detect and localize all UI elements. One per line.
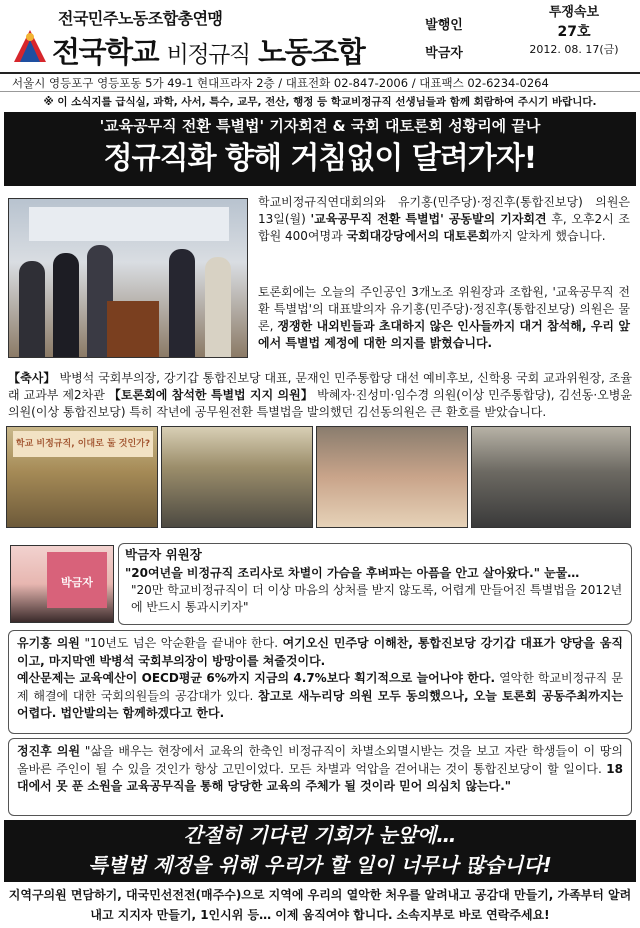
yoo-quote-box [8, 630, 632, 734]
call-to-action: 지역구의원 면담하기, 대국민선전전(매주수)으로 지역에 우리의 열악한 처우를 알려내고 공감대 만들기, 가족부터 알려내고 지지자 만들기, 1인시위 등… 이제 움직여야 합니다. 소속지부로 바로 연락주세요! [8, 888, 632, 922]
address-line: 서울시 영등포구 영등포동 5가 49-1 현대프라자 2층 / 대표전화 02-847-2006 / 대표팩스 02-6234-0264 [0, 72, 640, 92]
forum-participants-photo [316, 426, 468, 528]
photo-podium [107, 301, 159, 357]
chairperson-quote-1: "20여년을 비정규직 조리사로 차별이 가슴을 후벼파는 아픔을 안고 살아왔다." 눈물… [125, 566, 580, 580]
photo-backdrop [29, 207, 229, 241]
headline-main: 정규직화 향해 거침없이 달려가자! [103, 141, 537, 176]
intro-paragraph-1: 학교비정규직연대회의와 유기홍(민주당)·정진후(통합진보당) 의원은 13일(월) '교육공무직 전환 특별법' 공동발의 기자회견 후, 오후2시 조합원 400여명과 국회대강당에서의 대토론회까지 알차게 했습니다. [258, 195, 630, 243]
union-name: 전국학교 비정규직 노동조합 [52, 35, 365, 69]
headline-sub: '교육공무직 전환 특별법' 기자회견 & 국회 대토론회 성황리에 끝나 [99, 117, 541, 135]
yoo-name: 유기홍 의원 [17, 636, 80, 650]
press-conference-photo [8, 198, 248, 358]
photo-person [53, 253, 79, 357]
forum-stage-photo [6, 426, 158, 528]
jung-quote-box [8, 738, 632, 816]
yoo-quote: 유기홍 의원 "10년도 넘은 악순환을 끝내야 한다. 여기오신 민주당 이해찬, 통합진보당 강기갑 대표가 양당을 움직이고, 마지막엔 박병석 국회부의장이 방망이를 쳐줄것이다. 예산문제는 교육예산이 OECD평균 6%까지 지금의 4.7%보다 획기적으로 늘어나야 한다. 열악한 학교비정규직 문제 해결에 대한 국회의원들의 공감대가 있다. 참고로 새누리당 의원 모두 동의했으나, 오늘 토론회 공동주최까지는 어렵다. 법안발의는 함께하겠다고 한다. [17, 636, 624, 720]
bottom-line-2: 특별법 제정을 위해 우리가 할 일이 너무나 많습니다! [88, 853, 552, 877]
bulletin-type: 투쟁속보 [548, 5, 600, 20]
chairperson-quote-box [118, 543, 632, 625]
chairperson-quote-2: "20만 학교비정규직이 더 이상 마음의 상처를 받지 않도록, 어렵게 만들어진 특별법을 2012년에 반드시 통과시키자" [131, 583, 623, 614]
jung-quote: 정진후 의원 "삶을 배우는 현장에서 교육의 한축인 비정규직이 차별소외멸시받는 것을 보고 자란 학생들이 이 땅의 올바른 주인이 될 수 있을 것인가 항상 고민이었다. 모든 차별과 억압을 걷어내는 것이 통합진보당이 할 일이다. 18대에서 못 푼 소원을 교육공무직을 통해 당당한 교육의 주체가 될 것이라 믿어 의심치 않는다." [17, 744, 623, 793]
publisher: 발행인 박금자 [425, 18, 463, 61]
issue-info [512, 4, 636, 58]
forum-banner-text: 학교 비정규직, 이대로 둘 것인가? [13, 431, 153, 457]
photo-person [19, 261, 45, 357]
circulation-notice: ※ 이 소식지를 급식실, 과학, 사서, 특수, 교무, 전산, 행정 등 학교비정규직 선생님들과 함께 회람하여 주시기 바랍니다. [43, 96, 597, 108]
forum-audience-photo [161, 426, 313, 528]
congratulatory-paragraph: 【축사】 박병석 국회부의장, 강기갑 통합진보당 대표, 문재인 민주통합당 대선 예비후보, 신학용 국회 교과위원장, 조율래 교과부 제2차관 【토론회에 참석한 특별법 지지 의원】 박혜자·진성미·임수경 의원(이상 민주통합당), 김선동·오병윤 의원(이상 통합진보당) 특히 작년에 공무원전환 특별법을 발의했던 김선동의원은 큰 환호를 받았습니다. [8, 371, 632, 419]
forum-applause-photo [471, 426, 631, 528]
federation-name: 전국민주노동조합총연맹 [58, 9, 223, 28]
chairperson-name: 박금자 위원장 [125, 547, 202, 562]
bottom-banner [4, 820, 636, 882]
photo-person [169, 249, 195, 357]
union-logo-icon [12, 28, 48, 64]
issue-number: 27호 [557, 24, 591, 40]
bottom-line-1: 간절히 기다린 기회가 눈앞에… [183, 823, 457, 847]
chairperson-sign: 박금자 [47, 552, 107, 608]
masthead [0, 0, 640, 70]
headline-banner [4, 112, 636, 186]
chairperson-photo [10, 545, 114, 623]
issue-date: 2012. 08. 17(금) [529, 43, 619, 56]
intro-paragraph-2: 토론회에는 오늘의 주인공인 3개노조 위원장과 조합원, '교육공무직 전환 특별법'의 대표발의자 유기홍(민주당)·정진후(통합진보당) 의원은 물론, 쟁쟁한 내외빈들과 초대하지 않은 인사들까지 대거 참석해, 우리 앞에서 특별법 제정에 대한 의지를 밝혔습니다. [258, 285, 630, 350]
photo-person [205, 257, 231, 357]
jung-name: 정진후 의원 [17, 744, 81, 758]
